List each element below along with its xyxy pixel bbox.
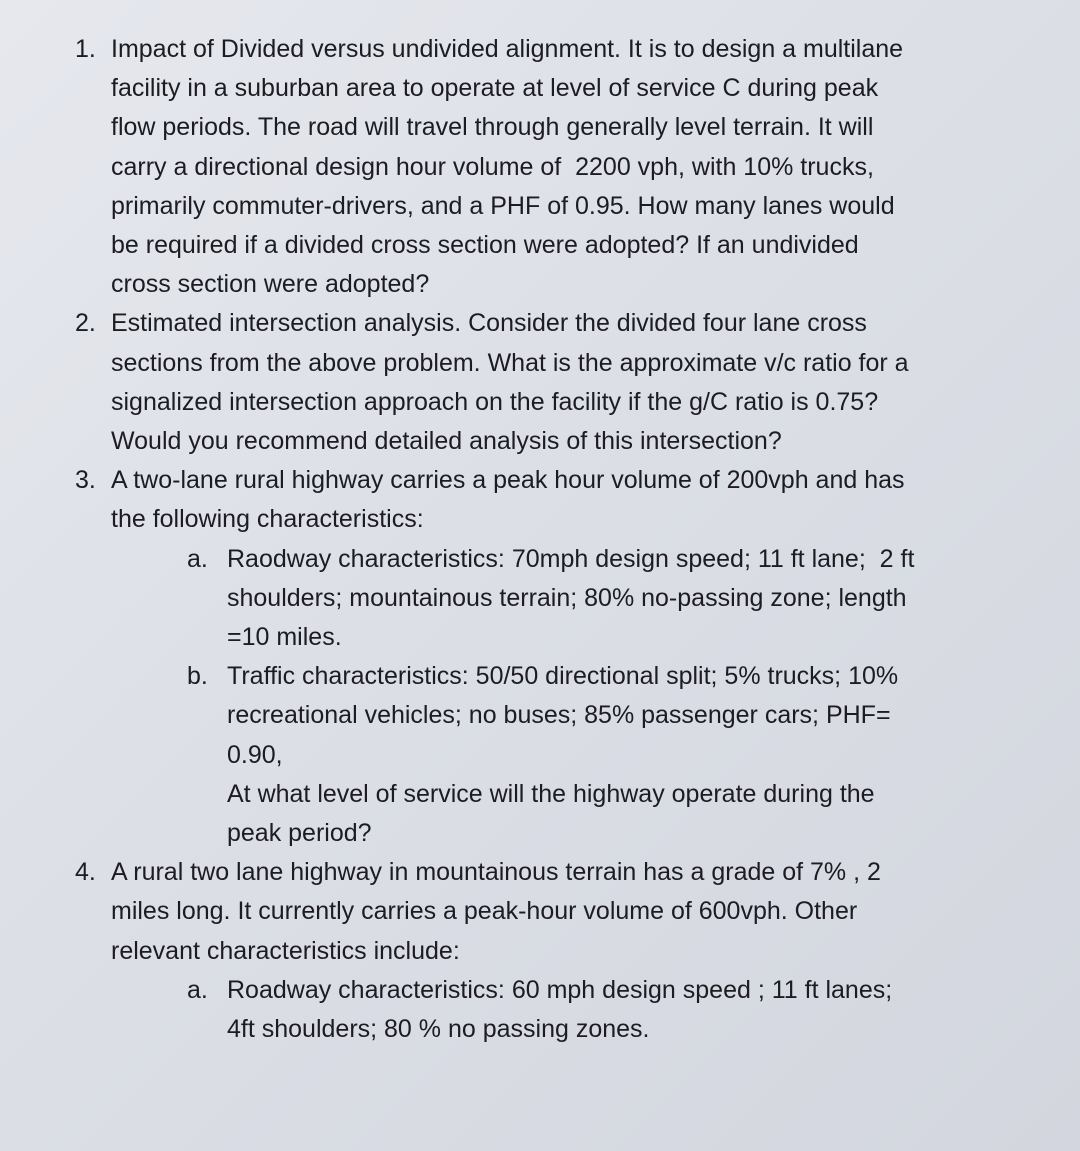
sub-item-line: 4ft shoulders; 80 % no passing zones. (227, 1015, 650, 1044)
question-2-number: 2. (75, 309, 96, 338)
sub-item-line: =10 miles. (227, 623, 342, 652)
sub-item-line: 0.90, (227, 740, 283, 769)
question-1-number: 1. (75, 35, 96, 63)
question-3-sub-item-a (187, 540, 1010, 658)
question-1-line: be required if a divided cross section were adopted? If an undivided (111, 231, 859, 260)
sub-item-body (227, 540, 1010, 658)
question-2-line: Would you recommend detailed analysis of this intersection? (111, 427, 782, 456)
question-2-line: sections from the above problem. What is the approximate v/c ratio for a (111, 348, 909, 377)
question-list (75, 30, 1010, 1049)
question-3-line: A two-lane rural highway carries a peak hour volume of 200vph and has (111, 466, 905, 495)
sub-item-line: recreational vehicles; no buses; 85% passenger cars; PHF= (227, 701, 891, 730)
question-2-line: Estimated intersection analysis. Consider the divided four lane cross (111, 309, 867, 338)
question-3-body (111, 461, 1010, 539)
question-3 (75, 461, 1010, 539)
question-2-body (111, 304, 1010, 461)
question-3-number: 3. (75, 466, 96, 495)
question-2-line: signalized intersection approach on the facility if the g/C ratio is 0.75? (111, 387, 879, 416)
sub-item-marker: a. (187, 544, 208, 573)
question-4-sub-list-wrapper (75, 971, 1010, 1049)
question-1-body (111, 30, 1010, 304)
question-4 (75, 853, 1010, 971)
question-4-body (111, 853, 1010, 971)
question-3-tail-line: At what level of service will the highway operate during the (227, 779, 875, 808)
question-4-sub-list (75, 971, 1010, 1049)
question-4-line: relevant characteristics include: (111, 936, 460, 965)
question-3-line: the following characteristics: (111, 505, 424, 534)
sub-item-body (227, 971, 1010, 1049)
question-4-line: A rural two lane highway in mountainous terrain has a grade of 7% , 2 (111, 858, 881, 887)
question-1-line: carry a directional design hour volume of 2200 vph, with 10% trucks, (111, 152, 874, 181)
question-3-sub-list-wrapper (75, 540, 1010, 854)
question-1-line: flow periods. The road will travel through generally level terrain. It will (111, 113, 874, 142)
sub-item-line: shoulders; mountainous terrain; 80% no-passing zone; length (227, 583, 907, 612)
sub-item-marker: b. (187, 662, 208, 691)
question-2 (75, 304, 1010, 461)
sub-item-line: Roadway characteristics: 60 mph design speed ; 11 ft lanes; (227, 975, 893, 1004)
question-1-line: primarily commuter-drivers, and a PHF of 0.95. How many lanes would (111, 191, 895, 220)
question-3-sub-item-b (187, 657, 1010, 853)
question-4-sub-item-a (187, 971, 1010, 1049)
sub-item-body (227, 657, 1010, 853)
question-1-line: Impact of Divided versus undivided alignment. It is to design a multilane (111, 35, 904, 63)
question-4-number: 4. (75, 858, 96, 887)
question-3-sub-list (75, 540, 1010, 854)
question-1-line: cross section were adopted? (111, 270, 430, 299)
sub-item-line: Traffic characteristics: 50/50 directional split; 5% trucks; 10% (227, 662, 899, 691)
sub-item-line: Raodway characteristics: 70mph design speed; 11 ft lane; 2 ft (227, 544, 915, 573)
question-4-line: miles long. It currently carries a peak-hour volume of 600vph. Other (111, 897, 858, 926)
sub-item-marker: a. (187, 975, 208, 1004)
question-1-line: facility in a suburban area to operate at level of service C during peak (111, 74, 879, 103)
question-3-tail-line: peak period? (227, 819, 372, 848)
question-1 (75, 30, 1010, 304)
